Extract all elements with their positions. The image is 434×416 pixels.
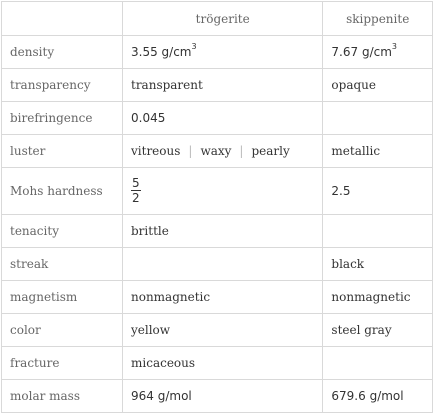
cell-skippenite-molar-mass: 679.6 g/mol [323,380,433,413]
luster-value: pearly [251,144,290,158]
luster-separator: | [239,144,244,158]
cell-trogerite-birefringence: 0.045 [123,102,323,135]
cell-trogerite-tenacity: brittle [123,215,323,248]
cell-trogerite-density [123,36,323,69]
row-label-luster: luster [2,135,123,168]
table-row-streak [2,248,433,281]
table-row-magnetism [2,281,433,314]
table-row-birefringence [2,102,433,135]
density-unit: g/cm [161,45,192,59]
cell-skippenite-magnetism: nonmagnetic [323,281,433,314]
table-row-transparency [2,69,433,102]
luster-value: vitreous [131,144,181,158]
table-row-luster [2,135,433,168]
cell-skippenite-density [323,36,433,69]
density-value: 7.67 [331,45,359,59]
cell-trogerite-color: yellow [123,314,323,347]
row-label-density: density [2,36,123,69]
row-label-color: color [2,314,123,347]
cell-trogerite-fracture: micaceous [123,347,323,380]
fraction-denominator: 2 [132,191,140,205]
density-unit: g/cm [361,45,392,59]
row-label-mohs-hardness: Mohs hardness [2,168,123,215]
row-label-tenacity: tenacity [2,215,123,248]
cell-trogerite-luster [123,135,323,168]
table-row-tenacity [2,215,433,248]
table-header-row [2,2,433,36]
row-label-molar-mass: molar mass [2,380,123,413]
row-label-fracture: fracture [2,347,123,380]
cell-skippenite-streak: black [323,248,433,281]
table-row-density [2,36,433,69]
mineral-comparison-table [1,1,433,413]
table-row-fracture [2,347,433,380]
density-value: 3.55 [131,45,158,59]
luster-value: waxy [200,144,232,158]
table-row-mohs-hardness [2,168,433,215]
cell-skippenite-mohs-hardness: 2.5 [323,168,433,215]
header-skippenite: skippenite [323,2,433,36]
fraction-numerator: 5 [132,176,140,190]
density-unit-exponent: 3 [391,42,397,51]
density-unit-exponent: 3 [191,42,197,51]
mohs-fraction [131,176,141,206]
cell-trogerite-transparency: transparent [123,69,323,102]
row-label-transparency: transparency [2,69,123,102]
cell-skippenite-fracture [323,347,433,380]
cell-trogerite-mohs-hardness [123,168,323,215]
row-label-streak: streak [2,248,123,281]
cell-trogerite-molar-mass: 964 g/mol [123,380,323,413]
cell-skippenite-luster: metallic [323,135,433,168]
cell-trogerite-streak [123,248,323,281]
cell-skippenite-tenacity [323,215,433,248]
cell-trogerite-magnetism: nonmagnetic [123,281,323,314]
cell-skippenite-transparency: opaque [323,69,433,102]
header-trogerite: trögerite [123,2,323,36]
table-row-color [2,314,433,347]
cell-skippenite-birefringence [323,102,433,135]
row-label-magnetism: magnetism [2,281,123,314]
luster-separator: | [188,144,193,158]
row-label-birefringence: birefringence [2,102,123,135]
cell-skippenite-color: steel gray [323,314,433,347]
header-corner [2,2,123,36]
table-row-molar-mass [2,380,433,413]
